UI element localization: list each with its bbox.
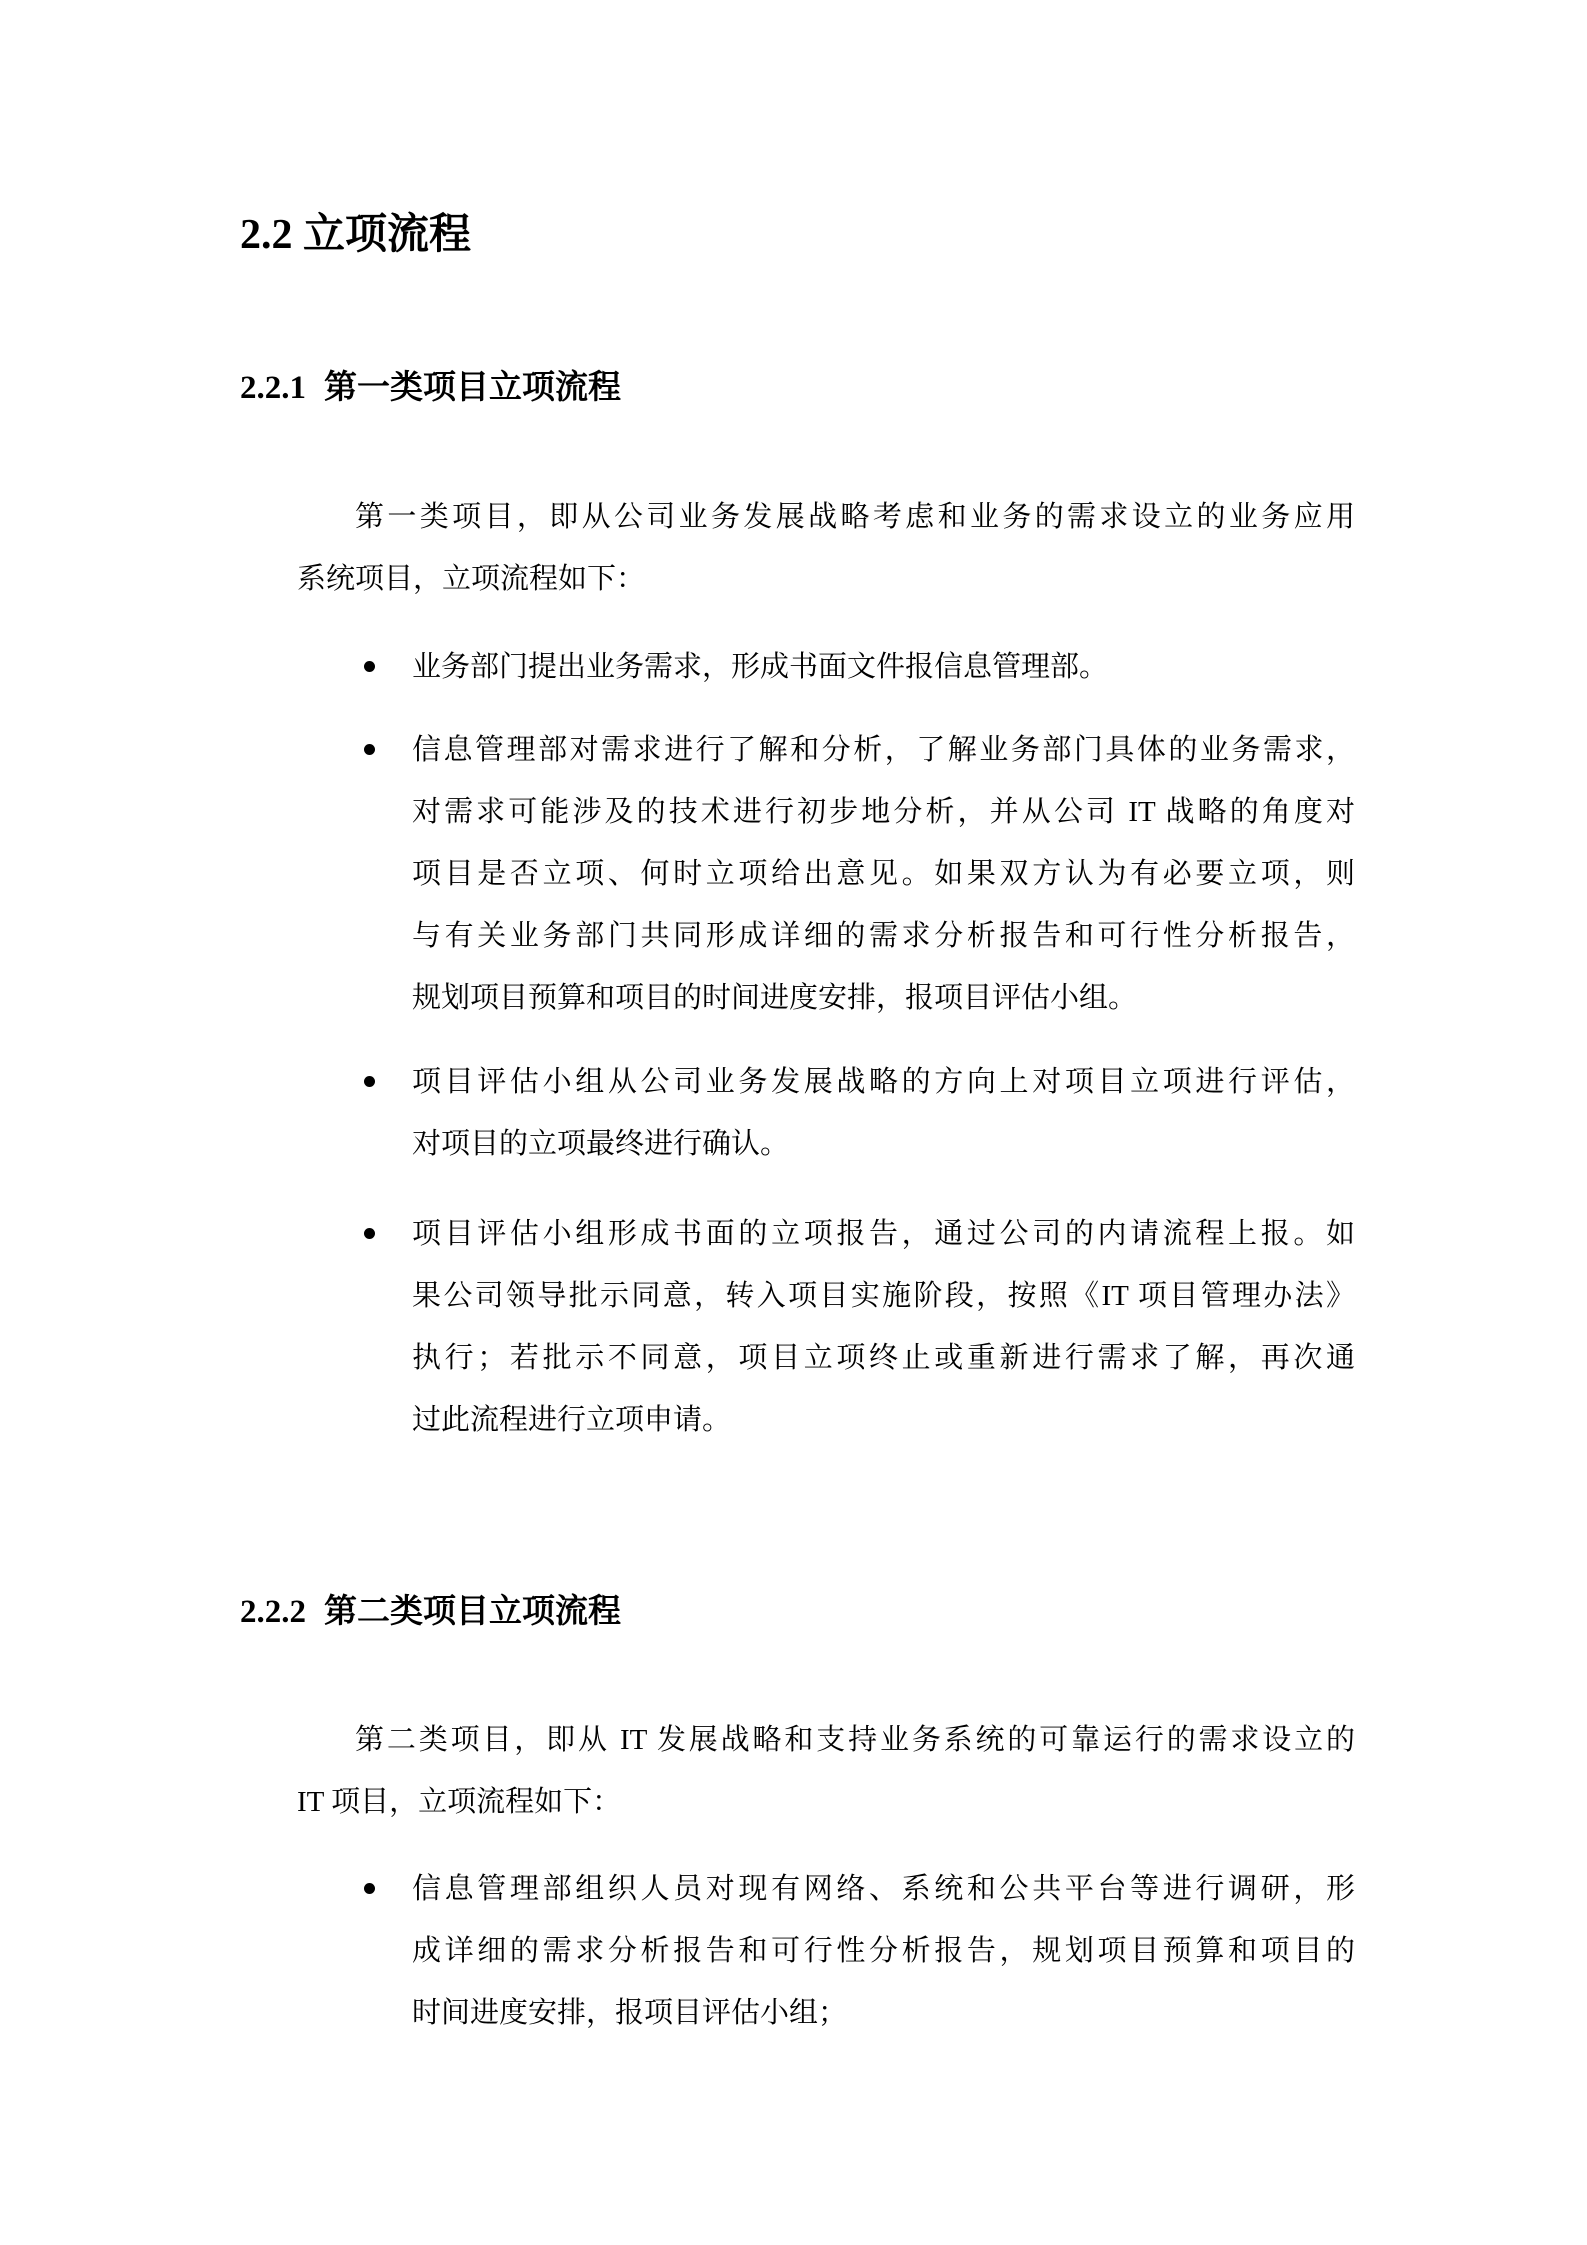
subsection-number: 2.2.1 bbox=[240, 370, 306, 406]
text-line: 系统项目，立项流程如下： bbox=[297, 563, 646, 595]
bullet-item bbox=[412, 719, 1355, 1029]
subsection-heading-2 bbox=[240, 1590, 621, 1634]
subsection-title: 第二类项目立项流程 bbox=[324, 1594, 621, 1630]
text-line: 项目是否立项、何时立项给出意见。如果双方认为有必要立项，则 bbox=[412, 858, 1355, 890]
text-line: 规划项目预算和项目的时间进度安排，报项目评估小组。 bbox=[412, 982, 1138, 1014]
bullet-item bbox=[412, 1051, 1355, 1175]
bullet-item bbox=[412, 1203, 1355, 1451]
subsection-number: 2.2.2 bbox=[240, 1594, 306, 1630]
bullet-dot-icon bbox=[364, 744, 375, 755]
subsection-heading-1 bbox=[240, 366, 621, 410]
text-line: 业务部门提出业务需求，形成书面文件报信息管理部。 bbox=[412, 651, 1109, 683]
bullet-dot-icon bbox=[364, 1076, 375, 1087]
bullet-item bbox=[412, 1858, 1355, 2044]
bullet-dot-icon bbox=[364, 661, 375, 672]
text-line: 果公司领导批示同意，转入项目实施阶段，按照《IT 项目管理办法》 bbox=[412, 1280, 1355, 1312]
text-line: 与有关业务部门共同形成详细的需求分析报告和可行性分析报告， bbox=[412, 920, 1355, 952]
bullet-dot-icon bbox=[364, 1228, 375, 1239]
text-line: IT 项目，立项流程如下： bbox=[297, 1786, 622, 1818]
subsection-title: 第一类项目立项流程 bbox=[324, 370, 621, 406]
text-line: 项目评估小组从公司业务发展战略的方向上对项目立项进行评估， bbox=[412, 1066, 1355, 1098]
section-title: 立项流程 bbox=[303, 212, 472, 258]
intro-paragraph bbox=[297, 486, 1355, 610]
text-line: 对项目的立项最终进行确认。 bbox=[412, 1128, 790, 1160]
intro-paragraph bbox=[297, 1709, 1355, 1833]
text-line: 信息管理部对需求进行了解和分析，了解业务部门具体的业务需求， bbox=[412, 734, 1355, 766]
bullet-dot-icon bbox=[364, 1883, 375, 1894]
text-line: 时间进度安排，报项目评估小组； bbox=[412, 1997, 848, 2029]
section-heading bbox=[240, 208, 471, 262]
text-line: 第一类项目，即从公司业务发展战略考虑和业务的需求设立的业务应用 bbox=[355, 501, 1355, 533]
text-line: 对需求可能涉及的技术进行初步地分析，并从公司 IT 战略的角度对 bbox=[412, 796, 1355, 828]
section-number: 2.2 bbox=[240, 212, 293, 258]
text-line: 执行；若批示不同意，项目立项终止或重新进行需求了解，再次通 bbox=[412, 1342, 1355, 1374]
text-line: 项目评估小组形成书面的立项报告，通过公司的内请流程上报。如 bbox=[412, 1218, 1355, 1250]
bullet-item bbox=[412, 636, 1355, 698]
text-line: 第二类项目，即从 IT 发展战略和支持业务系统的可靠运行的需求设立的 bbox=[355, 1724, 1355, 1756]
text-line: 过此流程进行立项申请。 bbox=[412, 1404, 732, 1436]
text-line: 成详细的需求分析报告和可行性分析报告，规划项目预算和项目的 bbox=[412, 1935, 1355, 1967]
text-line: 信息管理部组织人员对现有网络、系统和公共平台等进行调研，形 bbox=[412, 1873, 1355, 1905]
